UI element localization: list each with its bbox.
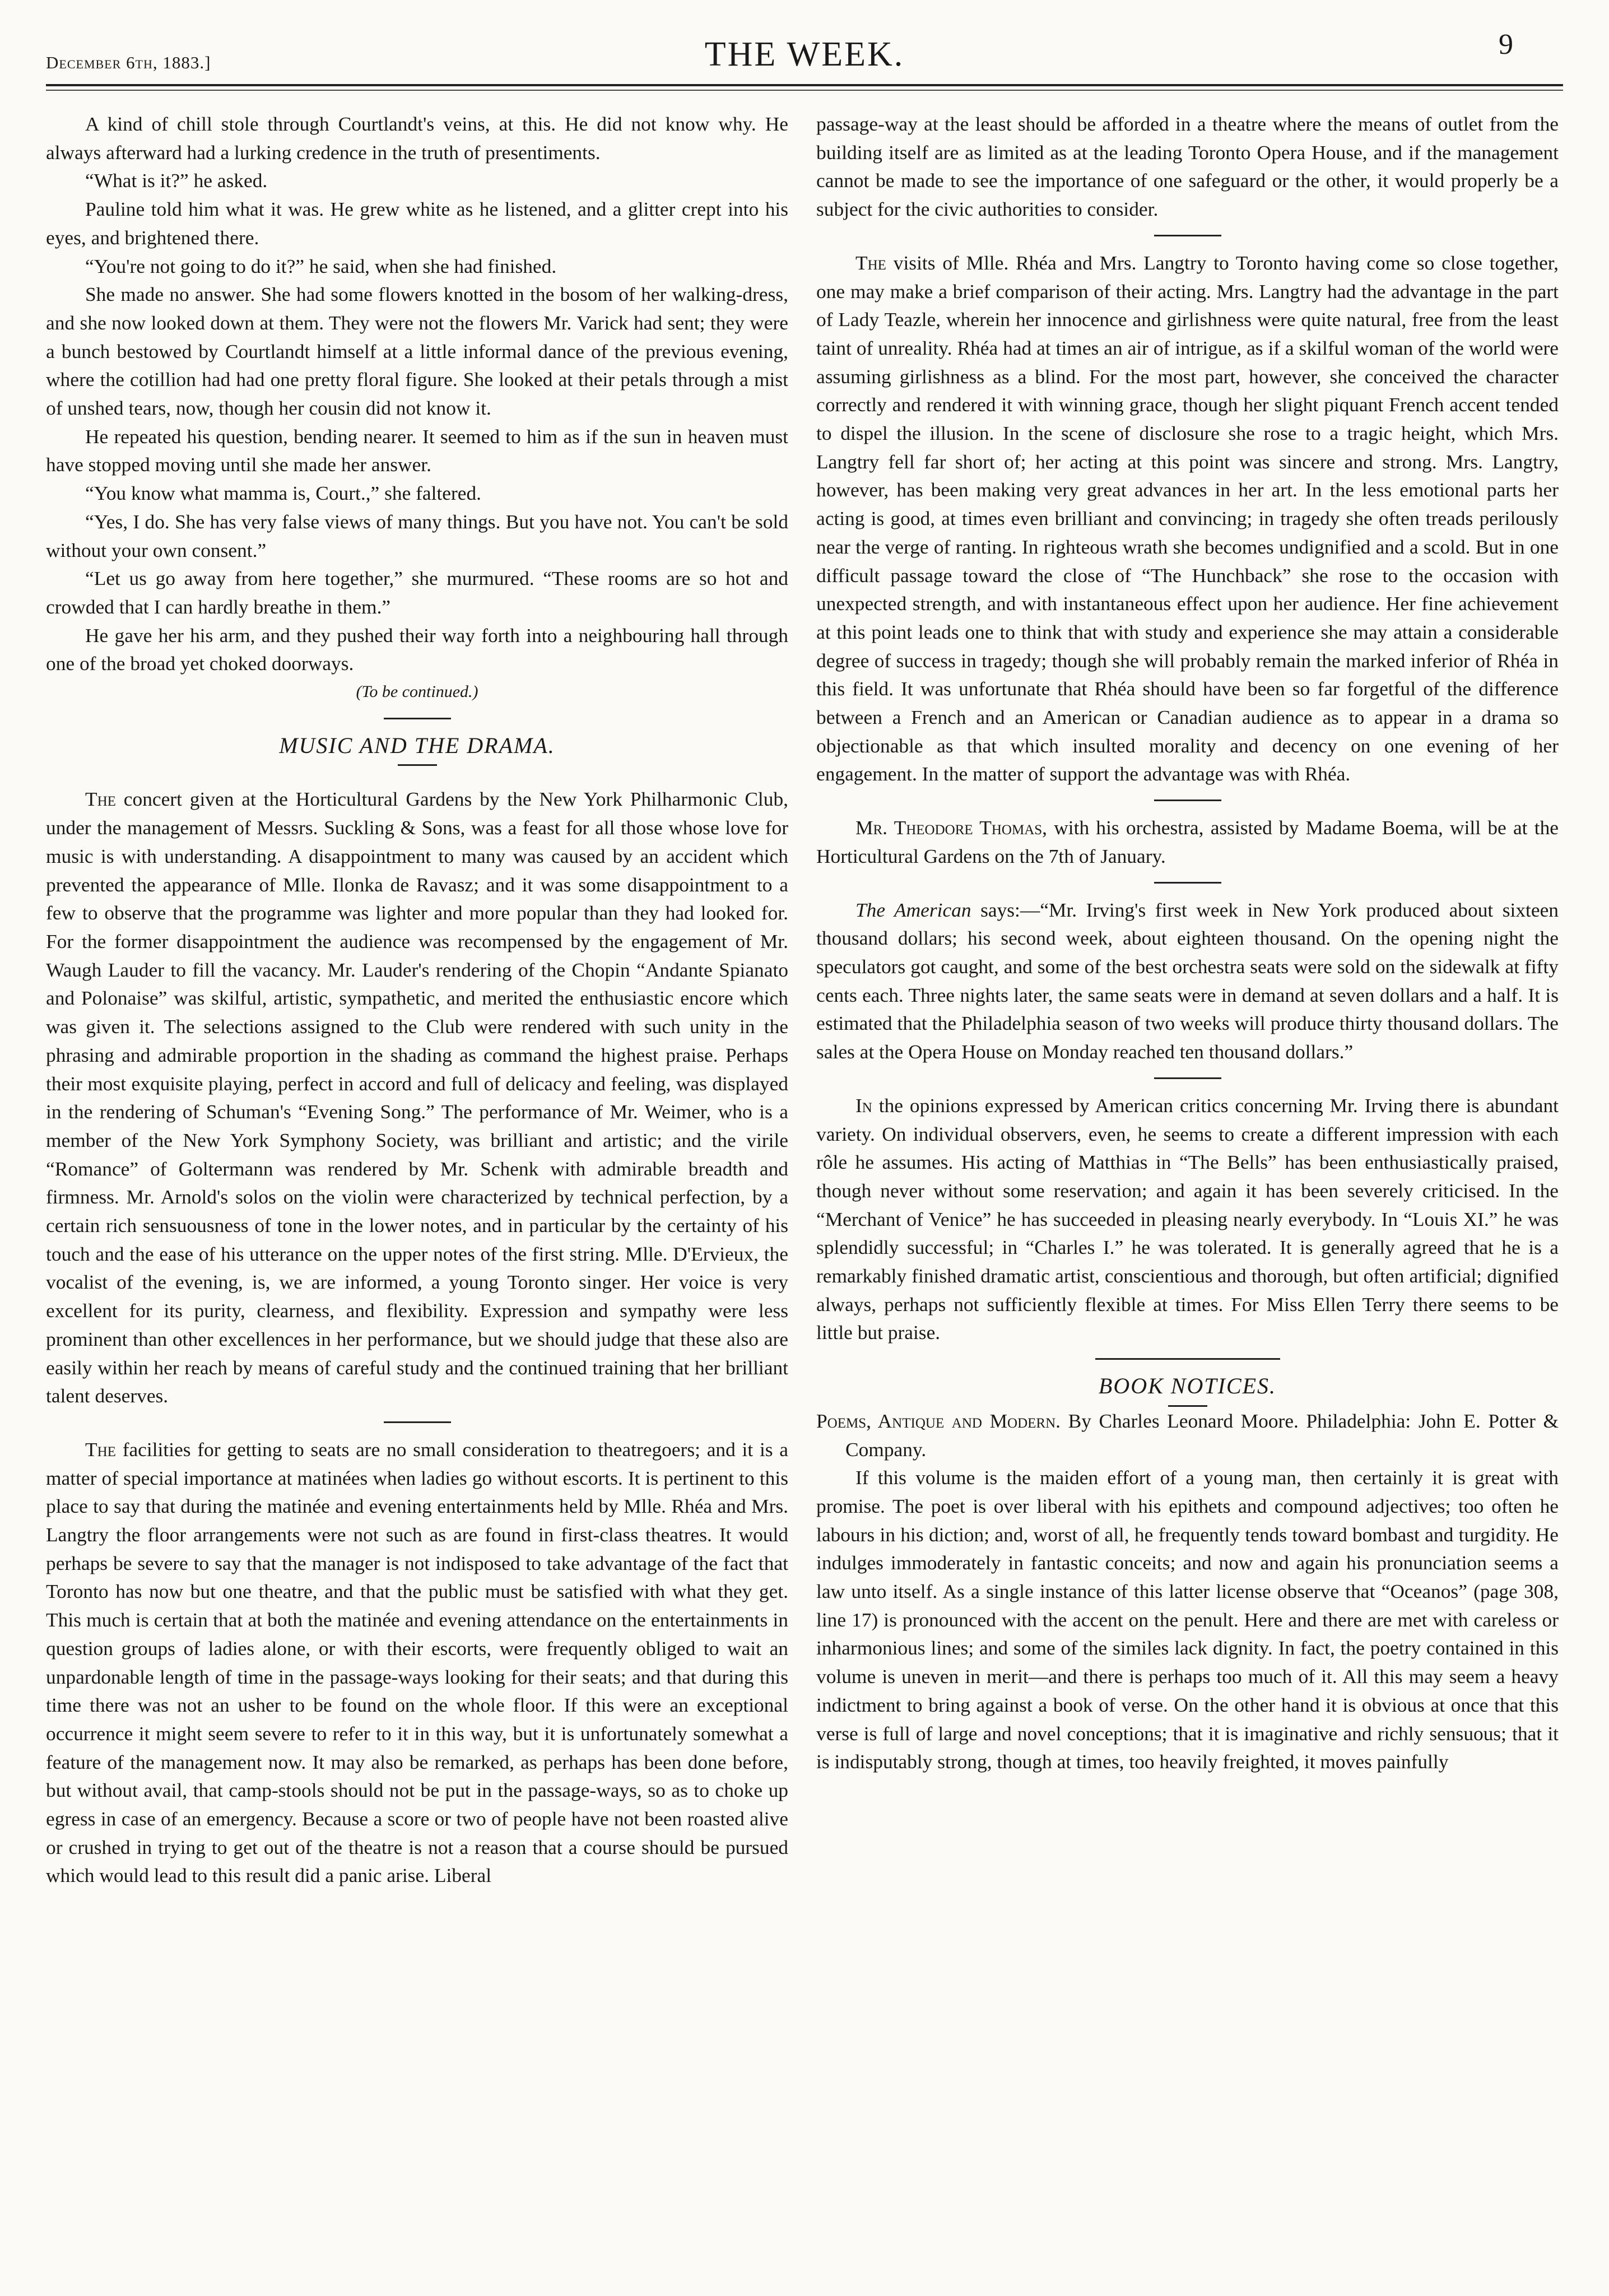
header-rule xyxy=(46,84,1563,86)
serial-paragraph: “What is it?” he asked. xyxy=(85,169,268,192)
section-divider xyxy=(1154,235,1221,236)
serial-paragraph: She made no answer. She had some flowers knotted in the bosom of her walking-dress, and she now looked down at them. They were not the flowers Mr. Varick had sent; they were a bunch bestowed by Courtlandt himself at a little informal dance of the previous evening, where the cotillion had had one pretty floral figure. She looked at their petals through a mist of unshed tears, now, though her cousin did not know it. xyxy=(46,283,788,420)
paragraph-body: facilities for getting to seats are no small consideration to theatregoers; and it is a matter of special importance at matinées when ladies go without escorts. It is pertinent to this place to say that during the matinée and evening entertainments held by Mlle. Rhéa and Mrs. Langtry the floor arrangements were not such as are found in first-class theatres. It would perhaps be severe to say that the manager is not indisposed to take advantage of the fact that Toronto has now but one theatre, and that the public must be satisfied with what they get. This much is certain that at both the matinée and evening attendance on the entertainments in question groups of ladies alone, or with their escorts, were frequently obliged to wait an unpardonable length of time in the passage-ways looking for their seats; and that during this time there was not an usher to be found on the whole floor. If this were an exceptional occurrence it might seem severe to refer to it in this way, but it is unfortunately somewhat a feature of the management now. It may also be remarked, as perhaps has been done before, but without avail, that camp-stools should not be put in the passage-ways, so as to choke up egress in case of an emergency. Because a score or two of people have not been roasted alive or crushed in trying to get out of the theatre is not a reason that a course should be pursued which would lead to this result did a panic arise. Liberal xyxy=(46,1438,788,1887)
music-paragraph xyxy=(816,896,1559,1066)
lead-in: In xyxy=(855,1094,872,1117)
serial-paragraph: “Let us go away from here together,” she murmured. “These rooms are so hot and crowded that I can hardly breathe in them.” xyxy=(46,567,788,618)
lead-in: The xyxy=(855,251,886,274)
section-divider xyxy=(384,718,451,719)
review-paragraph: If this volume is the maiden effort of a young man, then certainly it is great with promise. The poet is over liberal with his epithets and compound adjectives; too often he labours in his diction; and, worst of all, he frequently tends toward bombast and turgidity. He indulges immoderately in fantastic conceits; and now and again his pronunciation seems a law unto itself. As a single instance of this latter license observe that “Oceanos” (page 308, line 17) is pronounced with the accent on the penult. Here and there are met with careless or inharmonious lines; and some of the similes lack dignity. In fact, the poetry contained in this volume is uneven in merit—and there is perhaps too much of it. All this may seem a heavy indictment to bring against a book of verse. On the other hand it is obvious at once that this verse is full of large and novel conceptions; that it is imaginative and richly sensuous; that it is indisputably strong, though at times, too heavily freighted, it moves painfully xyxy=(816,1466,1559,1773)
serial-paragraph: A kind of chill stole through Courtlandt's veins, at this. He did not know why. He always afterward had a lurking credence in the truth of presentiments. xyxy=(46,113,788,164)
serial-paragraph: “Yes, I do. She has very false views of many things. But you have not. You can't be sold without your own consent.” xyxy=(46,510,788,561)
book-title: Poems, Antique and Modern. xyxy=(816,1409,1061,1432)
paragraph-body: with his orchestra, assisted by Madame Boema, will be at the Horticultural Gardens on the 7th of January. xyxy=(816,816,1559,867)
section-divider xyxy=(384,1421,451,1423)
section-divider xyxy=(1095,1358,1280,1360)
serial-paragraph: “You're not going to do it?” he said, when she had finished. xyxy=(85,254,557,277)
serial-paragraph: “You know what mamma is, Court.,” she faltered. xyxy=(85,482,482,505)
book-publisher: By Charles Leonard Moore. Philadelphia: John E. Potter & Company. xyxy=(845,1409,1559,1461)
serial-paragraph: He gave her his arm, and they pushed their way forth into a neighbouring hall through one of the broad yet choked doorways. xyxy=(46,624,788,675)
section-divider xyxy=(1154,800,1221,801)
lead-in: Mr. Theodore Thomas, xyxy=(855,816,1047,839)
paragraph-body: says:—“Mr. Irving's first week in New York produced about sixteen thousand dollars; his second week, about eighteen thousand. On the opening night the speculators got caught, and some of the best orchestra seats were sold on the sidewalk at fifty cents each. Three nights later, the same seats were in demand at seven dollars and a half. It is estimated that the Philadelphia season of two weeks will produce thirty thousand dollars. The sales at the Opera House on Monday reached ten thousand dollars.” xyxy=(816,898,1559,1063)
book-citation xyxy=(816,1407,1559,1463)
header-rule-thin xyxy=(46,90,1563,91)
lead-in: The American xyxy=(855,898,971,921)
lead-in: The xyxy=(85,788,116,811)
issue-date: December 6th, 1883.] xyxy=(46,53,211,72)
music-paragraph xyxy=(816,1091,1559,1347)
music-paragraph xyxy=(46,1435,788,1890)
left-column xyxy=(46,110,788,1890)
lead-in: The xyxy=(85,1438,116,1461)
to-be-continued: (To be continued.) xyxy=(356,682,478,701)
section-heading-books: BOOK NOTICES. xyxy=(1098,1373,1277,1399)
right-column xyxy=(816,110,1559,1776)
music-paragraph xyxy=(816,814,1559,870)
paragraph-body: visits of Mlle. Rhéa and Mrs. Langtry to Toronto having come so close together, one may make a brief comparison of their acting. Mrs. Langtry had the advantage in the part of Lady Teazle, wherein her innocence and girlishness were quite natural, free from the least taint of unreality. Rhéa had at times an air of intrigue, as if a skilful woman of the world were assuming girlishness as a blind. For the most part, however, she conceived the character correctly and rendered it with winning grace, though her slight piquant French accent tended to dispel the illusion. In the scene of disclosure she rose to a tragic height, which Mrs. Langtry fell far short of; her acting at this point was sincere and strong. Mrs. Langtry, however, has been making very great advances in her art. In the less emotional parts her acting is good, at times even brilliant and convincing; in tragedy she often treads perilously near the verge of ranting. In righteous wrath she becomes undignified and a scold. But in one difficult passage toward the close of “The Hunchback” she rose to the occasion with unexpected strength, and with instantaneous effect upon her audience. Her fine achievement at this point leads one to think that with study and experience she may attain a considerable degree of success in tragedy; though she will probably remain the marked inferior of Rhéa in this field. It was unfortunate that Rhéa should have been so far forgetful of the difference between a French and an American or Canadian audience as to appear in a drama so objectionable as that which insulted morality and decency on one evening of her engagement. In the matter of support the advantage was with Rhéa. xyxy=(816,251,1559,786)
serial-paragraph: Pauline told him what it was. He grew white as he listened, and a glitter crept into his eyes, and brightened there. xyxy=(46,198,788,249)
music-paragraph xyxy=(46,785,788,1410)
section-heading-music: MUSIC AND THE DRAMA. xyxy=(279,732,555,758)
paragraph-body: concert given at the Horticultural Gardens by the New York Philharmonic Club, under the management of Messrs. Suckling & Sons, was a feast for all those whose love for music is with understanding. A disappointment to many was caused by an accident which prevented the appearance of Mlle. Ilonka de Ravasz; and it was some disappointment to a few to observe that the programme was lighter and more popular than they had looked for. For the former disappointment the audience was recompensed by the engagement of Mr. Waugh Lauder to fill the vacancy. Mr. Lauder's rendering of the Chopin “Andante Spianato and Polonaise” was skilful, artistic, sympathetic, and merited the enthusiastic encore which was given it. The selections assigned to the Club were rendered with such unity in the phrasing and admirable proportion in the shading as command the highest praise. Perhaps their most exquisite playing, perfect in accord and full of delicacy and feeling, was displayed in the rendering of Schuman's “Evening Song.” The performance of Mr. Weimer, who is a member of the New York Symphony Society, was brilliant and artistic; and the virile “Romance” of Goltermann was rendered by Mr. Schenk with admirable breadth and firmness. Mr. Arnold's solos on the violin were characterized by technical perfection, by a certain rich sensuousness of tone in the lower notes, and in particular by the certainty of his touch and the ease of his utterance on the upper notes of the first string. Mlle. D'Ervieux, the vocalist of the evening, is, we are informed, a young Toronto singer. Her voice is very excellent for its purity, clearness, and flexibility. Expression and sympathy were less prominent than other excellences in her performance, but we should judge that these also are easily within her reach by means of careful study and the continued training that her brilliant talent deserves. xyxy=(46,788,788,1407)
music-paragraph xyxy=(816,249,1559,788)
paragraph-body: the opinions expressed by American critics concerning Mr. Irving there is abundant variety. On individual observers, even, he seems to create a different impression with each rôle he assumes. His acting of Matthias in “The Bells” has been enthusiastically praised, though never without some reservation; and again it has been severely criticised. In the “Merchant of Venice” he has succeeded in pleasing nearly everybody. In “Louis XI.” he was splendidly successful; in “Charles I.” he was tolerated. It is generally agreed that he is a remarkably finished dramatic artist, conscientious and thorough, but often artificial; dignified always, perhaps not sufficiently flexible at times. For Miss Ellen Terry there seems to be little but praise. xyxy=(816,1094,1559,1344)
section-divider xyxy=(1154,1077,1221,1079)
page-number: 9 xyxy=(1499,29,1513,61)
section-divider xyxy=(1154,882,1221,884)
music-paragraph: passage-way at the least should be afforded in a theatre where the means of outlet from the building itself are as limited as at the leading Toronto Opera House, and if the management cannot be made to see the importance of one safeguard or the other, it would properly be a subject for the civic authorities to consider. xyxy=(816,113,1559,221)
serial-paragraph: He repeated his question, bending nearer. It seemed to him as if the sun in heaven must have stopped moving until she made her answer. xyxy=(46,425,788,476)
masthead-title: THE WEEK. xyxy=(704,35,905,73)
